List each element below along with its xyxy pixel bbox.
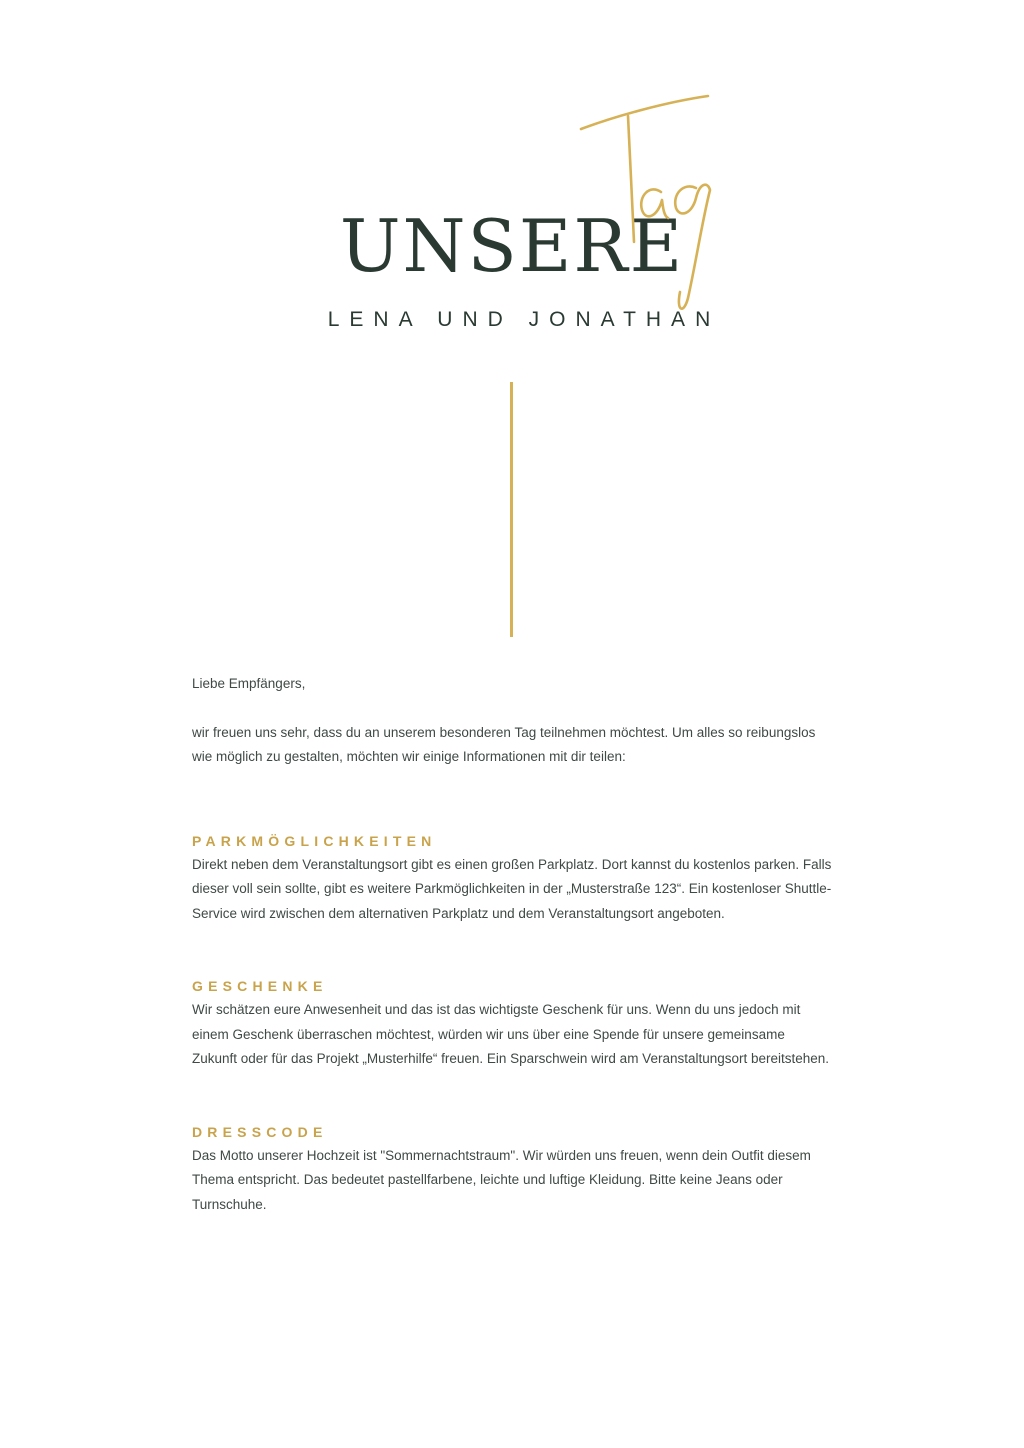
letter-body xyxy=(192,672,832,1217)
section-title-dresscode: DRESSCODE xyxy=(192,1123,328,1140)
script-tag-lettering xyxy=(576,92,718,316)
section-parking xyxy=(192,829,832,927)
greeting: Liebe Empfängers, xyxy=(192,676,306,691)
section-text-gifts: Wir schätzen eure Anwesenheit und das ist das wichtigste Geschenk für uns. Wenn du uns jedoch mit einem Geschenk überraschen möchtest, würden wir uns über eine Spende für unsere gemeinsame Zukunft oder für das Projekt „Musterhilfe“ freuen. Ein Sparschwein wird am Veranstaltungsort bereitstehen. xyxy=(192,1002,830,1066)
section-title-gifts: GESCHENKE xyxy=(192,978,328,994)
section-text-dresscode: Das Motto unserer Hochzeit ist "Sommernachtstraum". Wir würden uns freuen, wenn dein Outfit diesem Thema entspricht. Das bedeutet pastellfarbene, leichte und luftige Kleidung. Bitte keine Jeans oder Turnschuhe. xyxy=(192,1147,811,1212)
vertical-divider xyxy=(510,382,513,637)
page-title: UNSERE xyxy=(339,204,685,288)
section-dresscode xyxy=(192,1120,832,1218)
intro-paragraph: wir freuen uns sehr, dass du an unserem besonderen Tag teilnehmen möchtest. Um alles so reibungslos wie möglich zu gestalten, möchten wir einige Informationen mit dir teilen: xyxy=(192,724,816,764)
section-text-parking: Direkt neben dem Veranstaltungsort gibt es einen großen Parkplatz. Dort kannst du kostenlos parken. Falls dieser voll sein sollte, gibt es weitere Parkmöglichkeiten in der „Musterstraße 123“. Ein kostenloser Shuttle-Service wird zwischen dem alternativen Parkplatz und dem Veranstaltungsort angeboten. xyxy=(192,856,832,921)
couple-names: LENA UND JONATHAN xyxy=(327,308,721,331)
section-gifts xyxy=(192,974,832,1072)
section-title-parking: PARKMÖGLICHKEITEN xyxy=(192,832,437,849)
